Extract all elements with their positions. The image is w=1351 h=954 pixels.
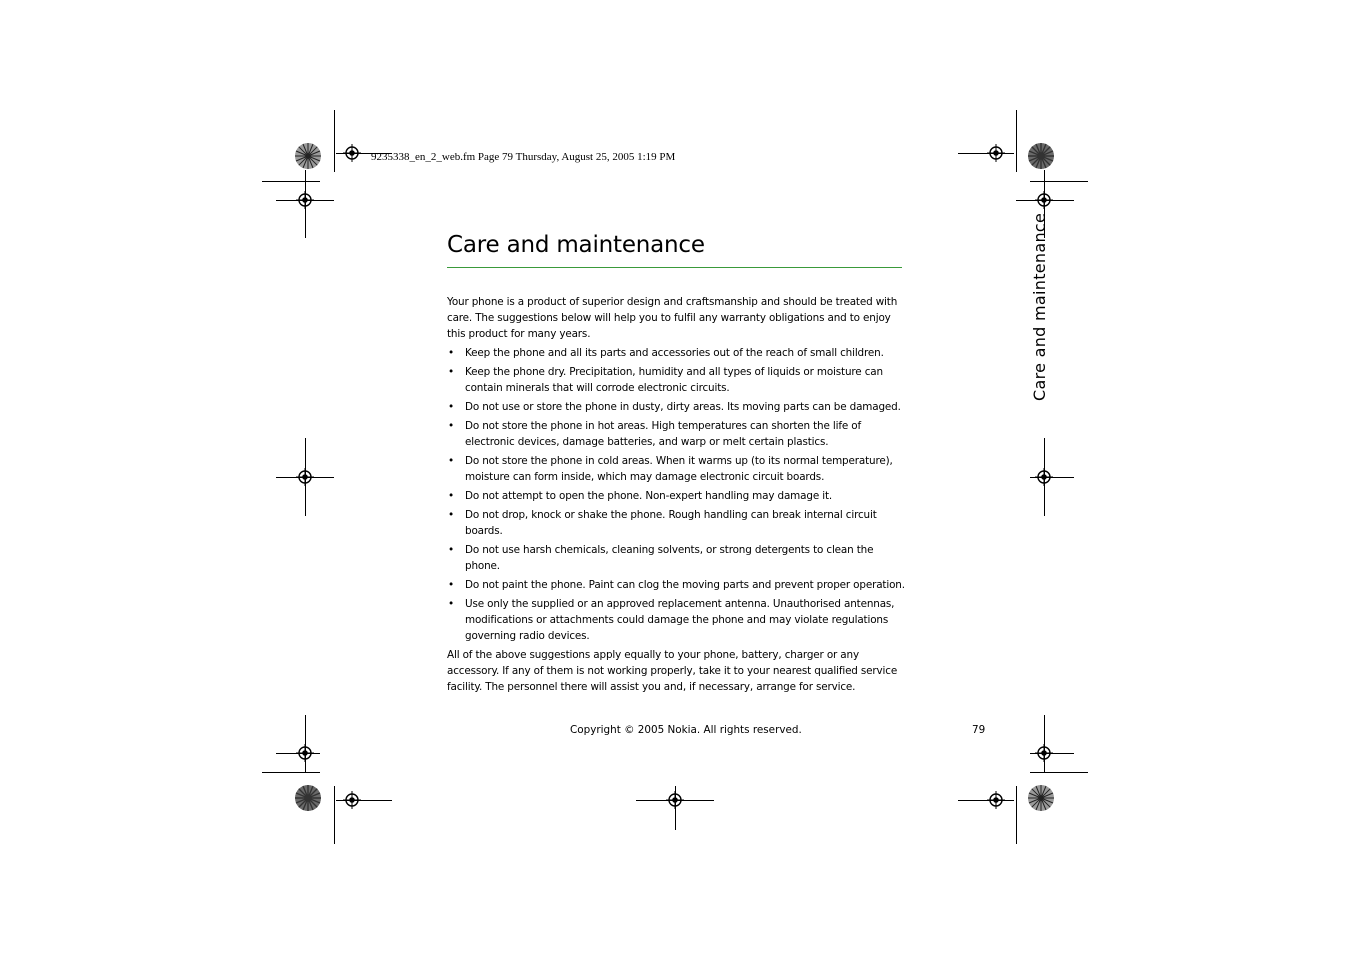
copyright-notice: Copyright © 2005 Nokia. All rights reserved. (570, 724, 802, 736)
registration-mark-icon (296, 744, 314, 762)
title-rule (447, 267, 902, 268)
starburst-mark-icon (1027, 784, 1055, 812)
starburst-mark-icon (294, 784, 322, 812)
registration-mark-icon (666, 791, 684, 809)
registration-mark-icon (987, 791, 1005, 809)
list-item: • Do not store the phone in cold areas. When it warms up (to its normal temperature), moisture can form inside, which may damage electronic circuit boards. (447, 453, 909, 485)
list-item: • Use only the supplied or an approved replacement antenna. Unauthorised antennas, modifications or attachments could damage the phone and may violate regulations governing radio devices. (447, 596, 909, 644)
list-item: • Do not paint the phone. Paint can clog the moving parts and prevent proper operation. (447, 577, 909, 593)
registration-mark-icon (296, 191, 314, 209)
closing-paragraph: All of the above suggestions apply equally to your phone, battery, charger or any accessory. If any of them is not working properly, take it to your nearest qualified service facility. The personnel there will assist you and, if necessary, arrange for service. (447, 649, 898, 693)
registration-mark-icon (1035, 468, 1053, 486)
body-text (447, 294, 909, 695)
list-item: • Do not use or store the phone in dusty, dirty areas. Its moving parts can be damaged. (447, 399, 909, 415)
side-tab: Care and maintenance (1030, 212, 1049, 401)
registration-mark-icon (987, 144, 1005, 162)
registration-mark-icon (343, 791, 361, 809)
list-item: • Do not store the phone in hot areas. High temperatures can shorten the life of electronic devices, damage batteries, and warp or melt certain plastics. (447, 418, 909, 450)
starburst-mark-icon (294, 142, 322, 170)
list-item: • Do not attempt to open the phone. Non-expert handling may damage it. (447, 488, 909, 504)
intro-paragraph: Your phone is a product of superior design and craftsmanship and should be treated with care. The suggestions below will help you to fulfil any warranty obligations and to enjoy this product for many years. (447, 296, 898, 340)
registration-mark-icon (343, 144, 361, 162)
list-item: • Keep the phone dry. Precipitation, humidity and all types of liquids or moisture can contain minerals that will corrode electronic circuits. (447, 364, 909, 396)
page-number: 79 (972, 724, 986, 736)
list-item: • Do not use harsh chemicals, cleaning solvents, or strong detergents to clean the phone. (447, 542, 909, 574)
page-title: Care and maintenance (447, 232, 705, 258)
care-list (447, 345, 909, 644)
registration-mark-icon (1035, 744, 1053, 762)
file-header: 9235338_en_2_web.fm Page 79 Thursday, August 25, 2005 1:19 PM (371, 151, 676, 163)
list-item: • Do not drop, knock or shake the phone. Rough handling can break internal circuit boards. (447, 507, 909, 539)
registration-mark-icon (1035, 191, 1053, 209)
registration-mark-icon (296, 468, 314, 486)
starburst-mark-icon (1027, 142, 1055, 170)
list-item: • Keep the phone and all its parts and accessories out of the reach of small children. (447, 345, 909, 361)
